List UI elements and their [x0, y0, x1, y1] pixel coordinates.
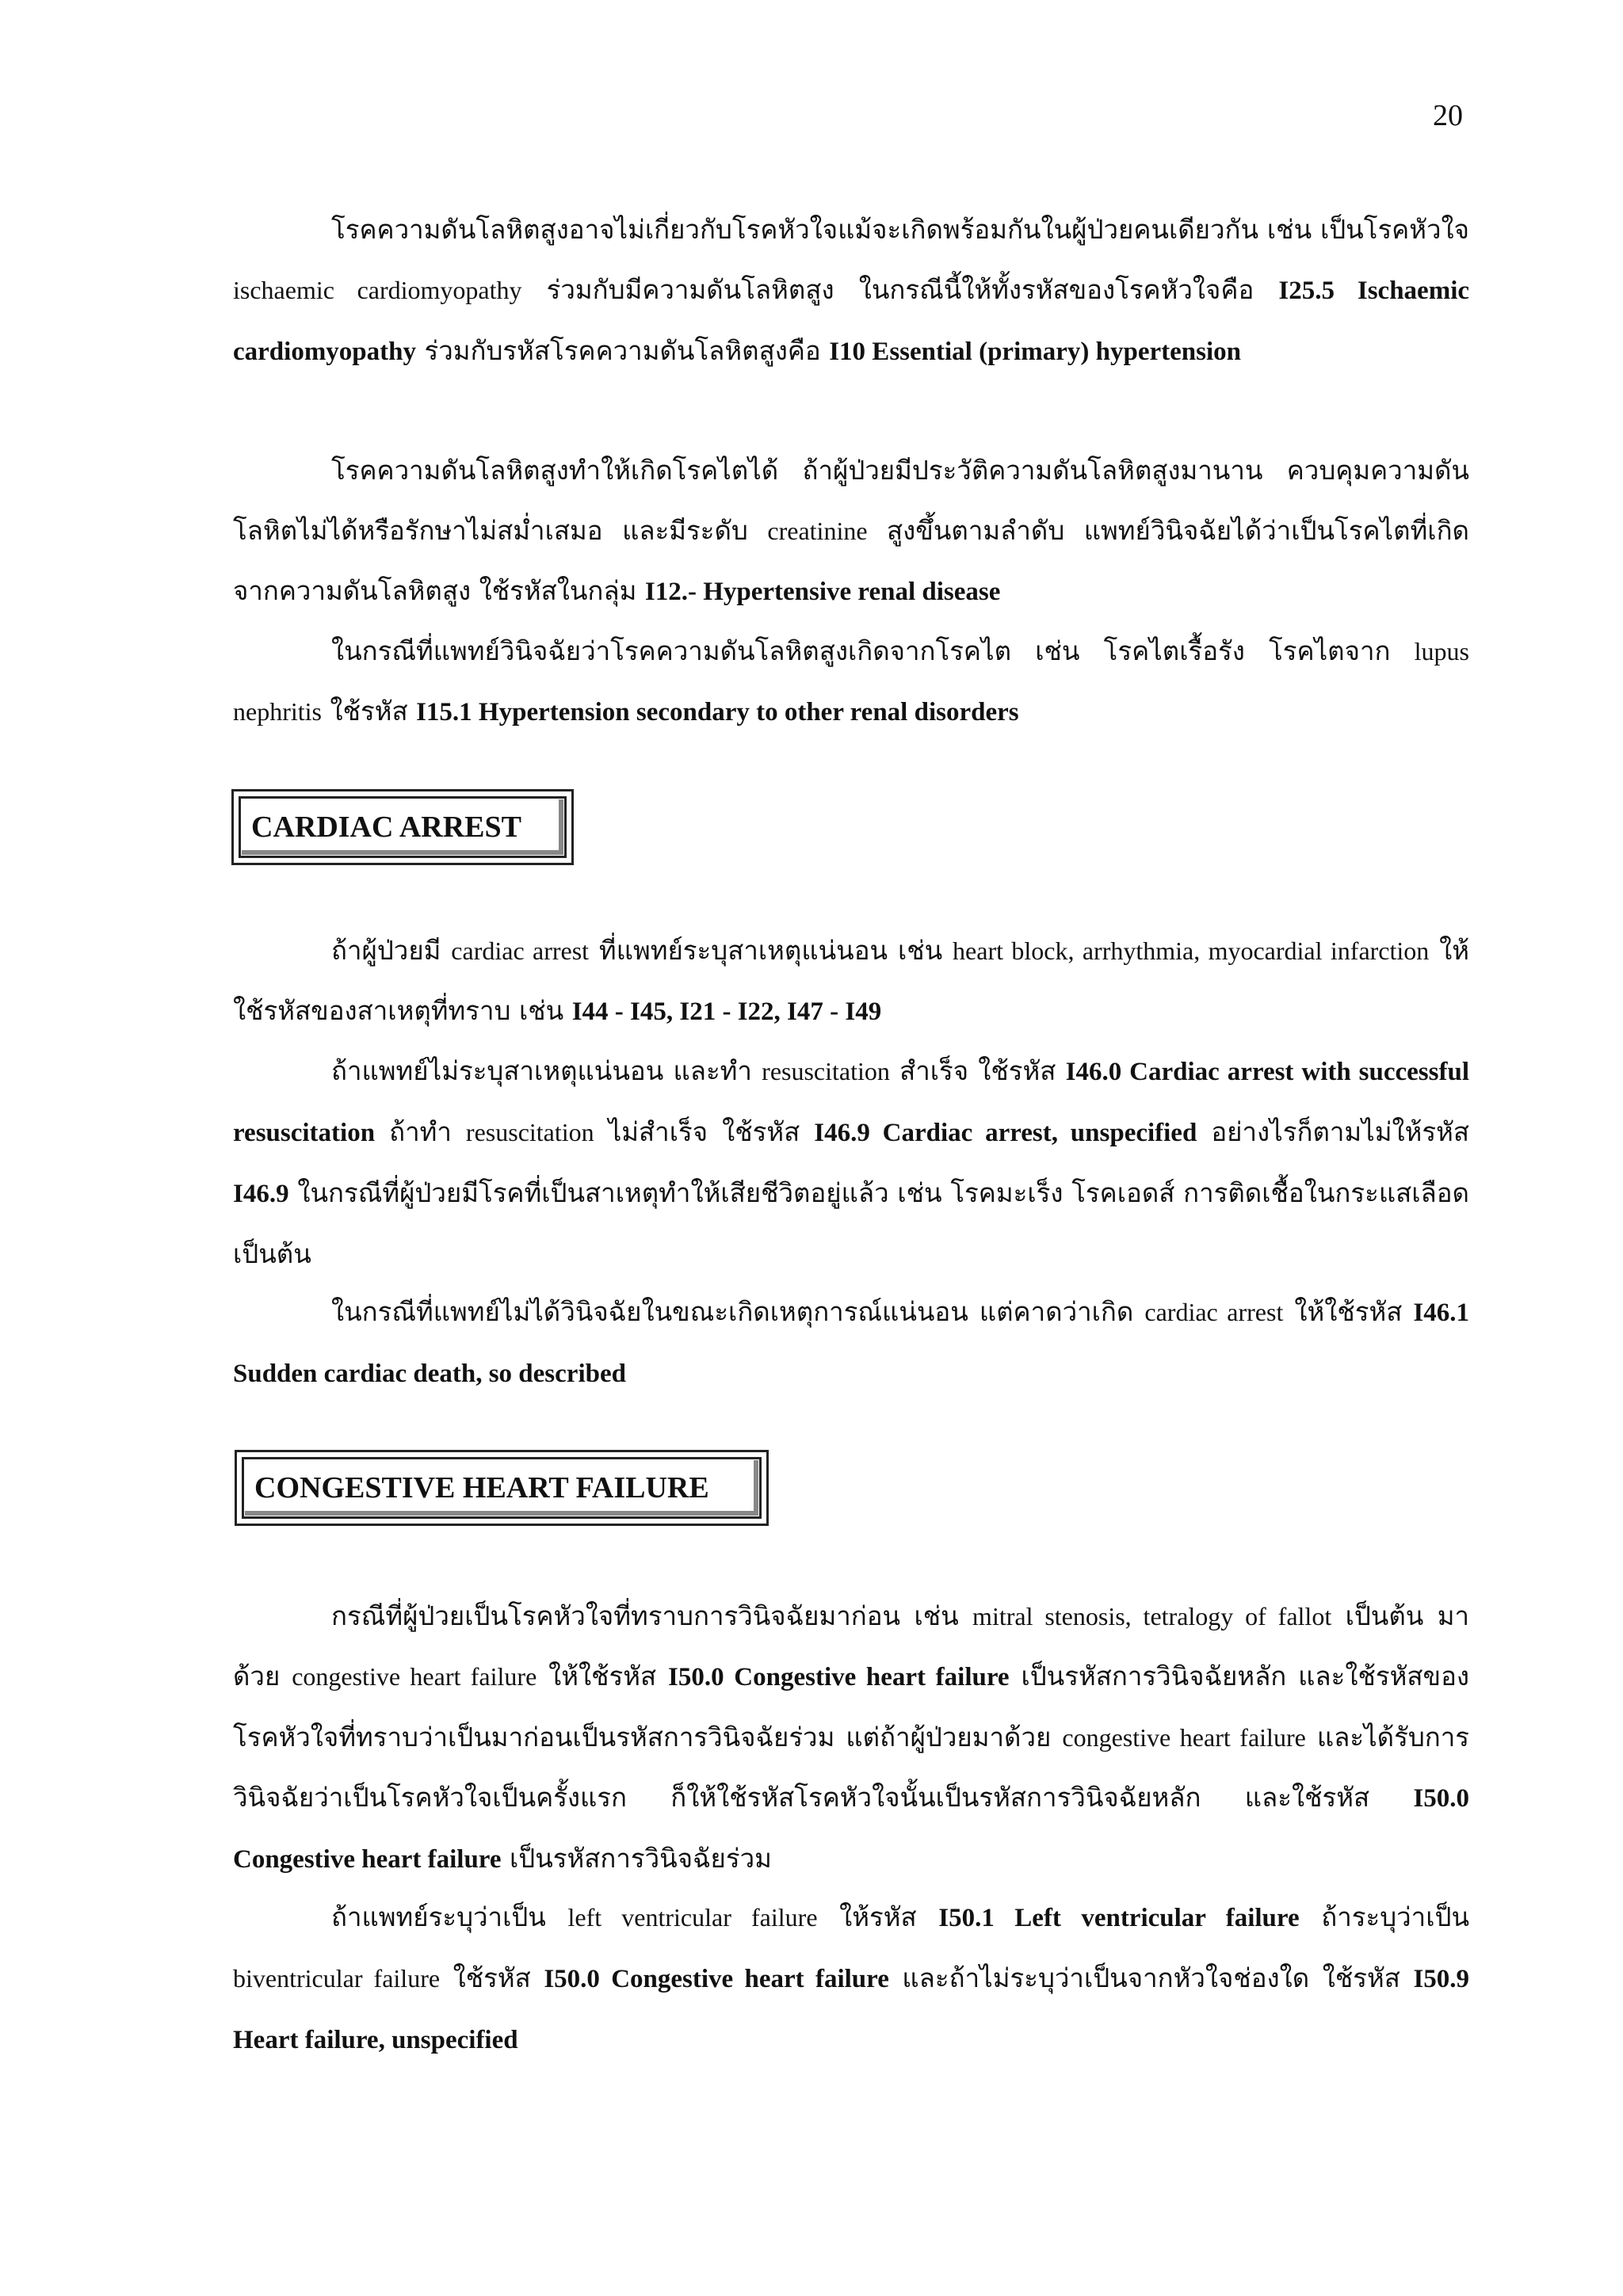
intro-paragraph-2: โรคความดันโลหิตสูงทำให้เกิดโรคไตได้ ถ้าผู้ป่วยมีประวัติความดันโลหิตสูงมานาน ควบคุมความดันโลหิตไม่ได้หรือรักษาไม่สม่ำเสมอ และมีระดับ creatinine สูงขึ้นตามลำดับ แพทย์วินิจฉัยได้ว่าเป็นโรคไตที่เกิดจากความดันโลหิตสูง ใช้รหัสในกลุ่ม I12.- Hypertensive renal disease — [233, 455, 1469, 606]
intro-paragraph-3: ในกรณีที่แพทย์วินิจฉัยว่าโรคความดันโลหิตสูงเกิดจากโรคไต เช่น โรคไตเรื้อรัง โรคไตจาก lupus nephritis ใช้รหัส I15.1 Hypertension secondary to other renal disorders — [233, 635, 1469, 727]
cardiac-arrest-heading: CARDIAC ARREST — [231, 789, 574, 865]
intro-paragraph-1: โรคความดันโลหิตสูงอาจไม่เกี่ยวกับโรคหัวใจแม้จะเกิดพร้อมกันในผู้ป่วยคนเดียวกัน เช่น เป็นโรคหัวใจ ischaemic cardiomyopathy ร่วมกับมีความดันโลหิตสูง ในกรณีนี้ให้ทั้งรหัสของโรคหัวใจคือ I25.5 Ischaemic cardiomyopathy ร่วมกับรหัสโรคความดันโลหิตสูงคือ I10 Essential (primary) hypertension — [233, 214, 1470, 366]
cardiac-arrest-paragraph-3: ในกรณีที่แพทย์ไม่ได้วินิจฉัยในขณะเกิดเหตุการณ์แน่นอน แต่คาดว่าเกิด cardiac arrest ให้ใช้รหัส I46.1 Sudden cardiac death, so described — [233, 1296, 1470, 1388]
page-number: 20 — [1433, 99, 1463, 132]
cardiac-arrest-paragraph-2: ถ้าแพทย์ไม่ระบุสาเหตุแน่นอน และทำ resuscitation สำเร็จ ใช้รหัส I46.0 Cardiac arrest with successful resuscitation ถ้าทำ resuscitation ไม่สำเร็จ ใช้รหัส I46.9 Cardiac arrest, unspecified อย่างไรก็ตามไม่ให้รหัส I46.9 ในกรณีที่ผู้ป่วยมีโรคที่เป็นสาเหตุทำให้เสียชีวิตอยู่แล้ว เช่น โรคมะเร็ง โรคเอดส์ การติดเชื้อในกระแสเลือด เป็นต้น — [233, 1055, 1469, 1269]
chf-paragraph-1: กรณีที่ผู้ป่วยเป็นโรคหัวใจที่ทราบการวินิจฉัยมาก่อน เช่น mitral stenosis, tetralogy of fallot เป็นต้น มาด้วย congestive heart failure ให้ใช้รหัส I50.0 Congestive heart failure เป็นรหัสการวินิจฉัยหลัก และใช้รหัสของโรคหัวใจที่ทราบว่าเป็นมาก่อนเป็นรหัสการวินิจฉัยร่วม แต่ถ้าผู้ป่วยมาด้วย congestive heart failure และได้รับการวินิจฉัยว่าเป็นโรคหัวใจเป็นครั้งแรก ก็ให้ใช้รหัสโรคหัวใจนั้นเป็นรหัสการวินิจฉัยหลัก และใช้รหัส I50.0 Congestive heart failure เป็นรหัสการวินิจฉัยร่วม — [233, 1600, 1470, 1874]
chf-paragraph-2: ถ้าแพทย์ระบุว่าเป็น left ventricular failure ให้รหัส I50.1 Left ventricular failure ถ้าระบุว่าเป็น biventricular failure ใช้รหัส I50.0 Congestive heart failure และถ้าไม่ระบุว่าเป็นจากหัวใจช่องใด ใช้รหัส I50.9 Heart failure, unspecified — [233, 1901, 1470, 2054]
congestive-heart-failure-heading: CONGESTIVE HEART FAILURE — [235, 1450, 769, 1526]
cardiac-arrest-paragraph-1: ถ้าผู้ป่วยมี cardiac arrest ที่แพทย์ระบุสาเหตุแน่นอน เช่น heart block, arrhythmia, myocardial infarction ให้ใช้รหัสของสาเหตุที่ทราบ เช่น I44 - I45, I21 - I22, I47 - I49 — [233, 935, 1470, 1026]
